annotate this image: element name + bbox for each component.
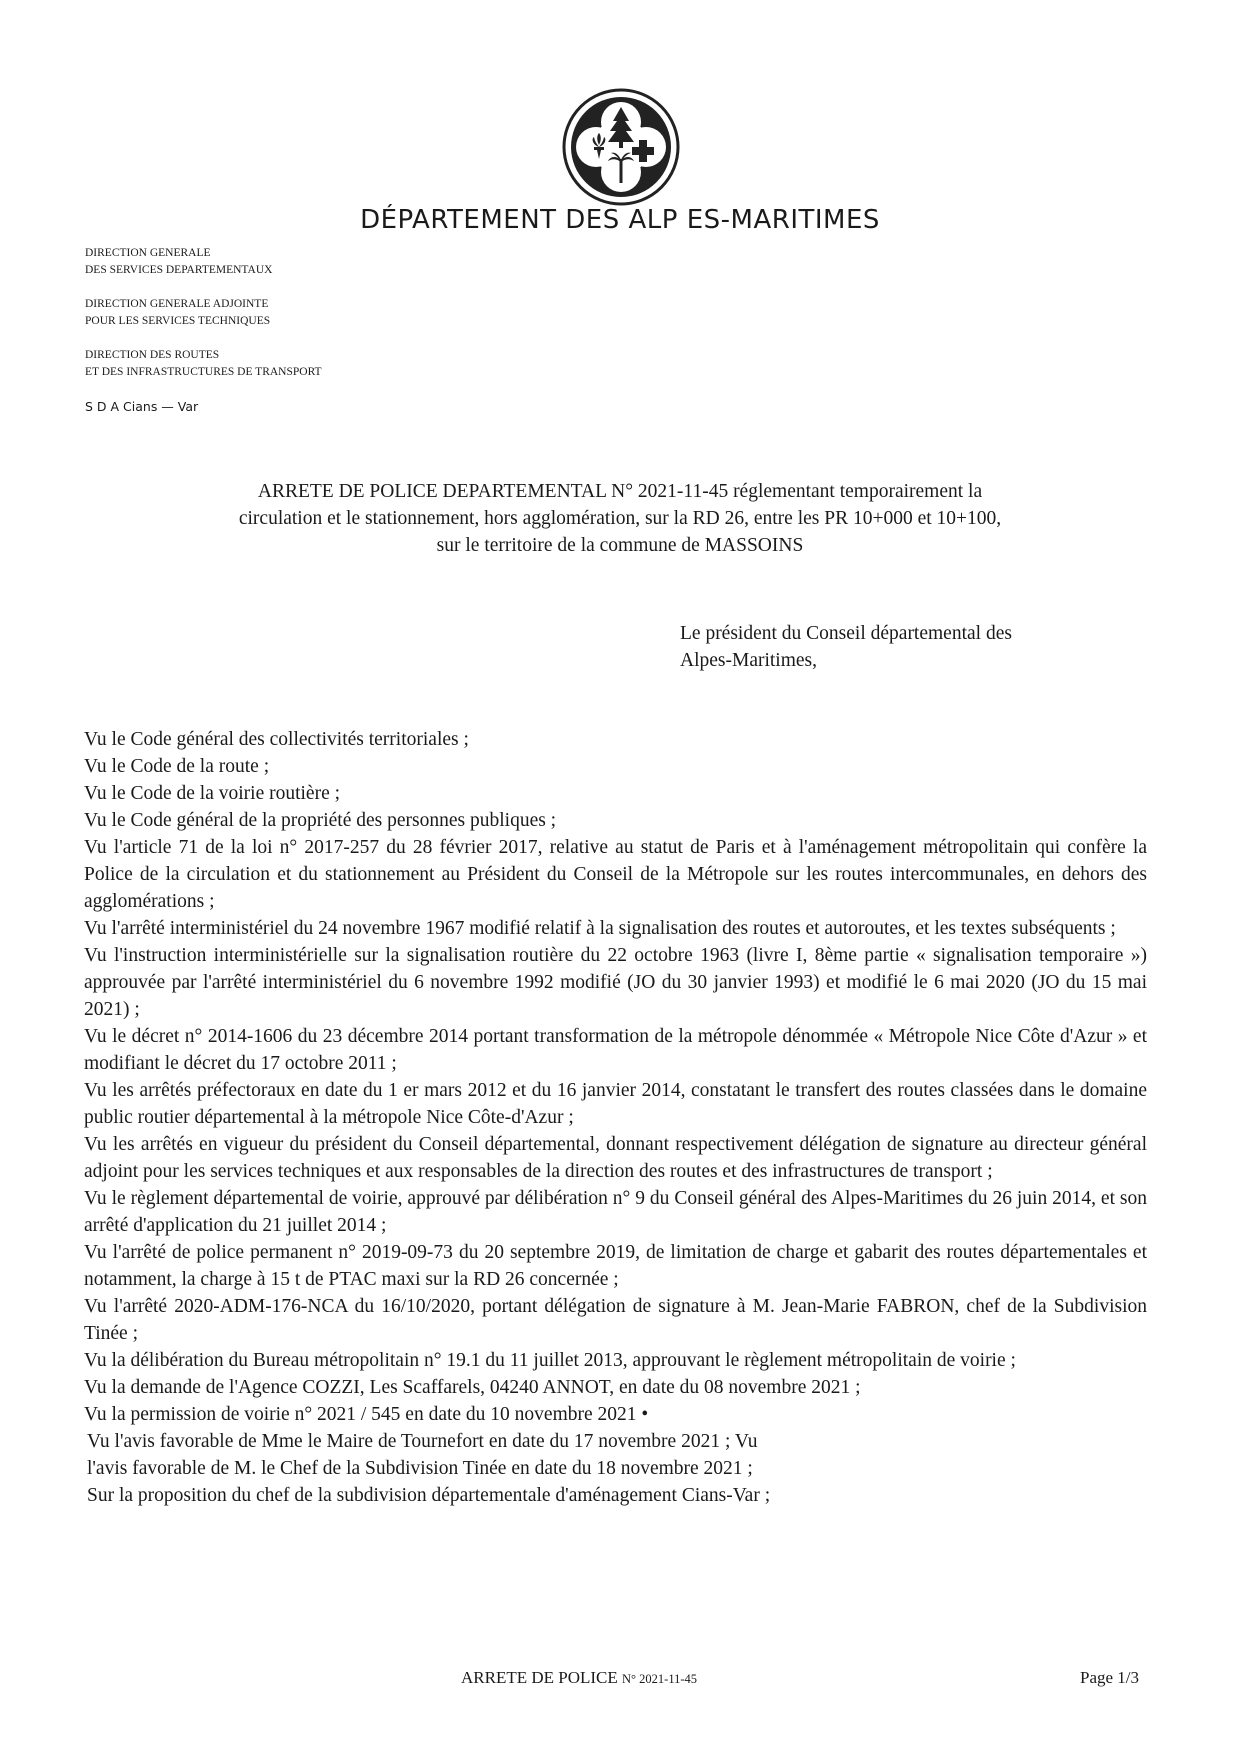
direction-line: DIRECTION GENERALE ADJOINTE xyxy=(85,298,269,310)
footer-reference xyxy=(461,1668,697,1688)
visa-item: Vu l'avis favorable de Mme le Maire de Tournefort en date du 17 novembre 2021 ; Vu xyxy=(87,1431,758,1452)
direction-line: DES SERVICES DEPARTEMENTAUX xyxy=(85,264,273,276)
department-title: DÉPARTEMENT DES ALP ES-MARITIMES xyxy=(360,205,880,235)
arrete-title-line: sur le territoire de la commune de MASSOINS xyxy=(436,535,804,556)
direction-line: DIRECTION GENERALE xyxy=(85,247,211,259)
visa-item: l'avis favorable de M. le Chef de la Subdivision Tinée en date du 18 novembre 2021 ; xyxy=(87,1458,753,1479)
visa-item: Vu la délibération du Bureau métropolitain n° 19.1 du 11 juillet 2013, approuvant le règlement métropolitain de voirie ; xyxy=(84,1350,1016,1371)
footer-arrete-number: N° 2021-11-45 xyxy=(622,1672,698,1686)
visa-item: Vu l'article 71 de la loi n° 2017-257 du 28 février 2017, relative au statut de Paris et à l'aménagement métropolitain qui confère la Police de la circulation et du stationnement au Président du Conseil de la Métropole sur les routes intercommunales, en dehors des agglomérations ; xyxy=(84,837,1147,912)
visa-item: Vu les arrêtés en vigueur du président du Conseil départemental, donnant respectivement délégation de signature au directeur général adjoint pour les services techniques et aux responsables de la direction des routes et des infrastructures de transport ; xyxy=(84,1134,1147,1182)
direction-line: ET DES INFRASTRUCTURES DE TRANSPORT xyxy=(85,366,322,378)
visa-item: Vu la permission de voirie n° 2021 / 545 en date du 10 novembre 2021 • xyxy=(84,1404,649,1425)
sda-label: S D A Cians — Var xyxy=(85,399,199,414)
visa-item: Vu l'arrêté de police permanent n° 2019-09-73 du 20 septembre 2019, de limitation de charge et gabarit des routes départementales et notamment, la charge à 15 t de PTAC maxi sur la RD 26 concernée ; xyxy=(84,1242,1147,1290)
visa-item: Vu l'instruction interministérielle sur la signalisation routière du 22 octobre 1963 (livre I, 8ème partie « signalisation temporaire ») approuvée par l'arrêté interministériel du 6 novembre 1992 modifié (JO du 30 janvier 1993) et modifié le 6 mai 2020 (JO du 15 mai 2021) ; xyxy=(84,945,1147,1020)
direction-group xyxy=(85,347,322,381)
arrete-title-line: circulation et le stationnement, hors agglomération, sur la RD 26, entre les PR 10+000 et 10+100, xyxy=(238,508,1002,529)
president-heading xyxy=(680,620,1120,674)
arrete-title-line: ARRETE DE POLICE DEPARTEMENTAL N° 2021-11-45 réglementant temporairement la xyxy=(257,481,983,502)
visa-item: Vu l'arrêté interministériel du 24 novembre 1967 modifié relatif à la signalisation des routes et autoroutes, et les textes subséquents ; xyxy=(84,918,1116,939)
page-number: Page 1/3 xyxy=(1080,1668,1140,1687)
direction-group xyxy=(85,245,322,279)
visa-item: Vu le Code général des collectivités territoriales ; xyxy=(84,729,469,750)
department-seal-icon xyxy=(561,87,681,207)
visa-item: Vu le décret n° 2014-1606 du 23 décembre 2014 portant transformation de la métropole dénommée « Métropole Nice Côte d'Azur » et modifiant le décret du 17 octobre 2011 ; xyxy=(84,1026,1147,1074)
president-line: Alpes-Maritimes, xyxy=(680,650,818,671)
visa-item: Vu le Code général de la propriété des personnes publiques ; xyxy=(84,810,557,831)
issuing-directions xyxy=(85,245,322,415)
visa-item: Sur la proposition du chef de la subdivision départementale d'aménagement Cians-Var ; xyxy=(87,1485,771,1506)
visa-item: Vu le Code de la voirie routière ; xyxy=(84,783,341,804)
visa-item: Vu la demande de l'Agence COZZI, Les Scaffarels, 04240 ANNOT, en date du 08 novembre 2021 ; xyxy=(84,1377,861,1398)
visa-item: Vu l'arrêté 2020-ADM-176-NCA du 16/10/2020, portant délégation de signature à M. Jean-Marie FABRON, chef de la Subdivision Tinée ; xyxy=(84,1296,1147,1344)
visa-item: Vu les arrêtés préfectoraux en date du 1 er mars 2012 et du 16 janvier 2014, constatant le transfert des routes classées dans le domaine public routier départemental à la métropole Nice Côte-d'Azur ; xyxy=(84,1080,1147,1128)
president-line: Le président du Conseil départemental des xyxy=(680,623,1012,644)
arrete-title xyxy=(120,478,1120,559)
visa-item: Vu le Code de la route ; xyxy=(84,756,270,777)
visa-item: Vu le règlement départemental de voirie, approuvé par délibération n° 9 du Conseil général des Alpes-Maritimes du 26 juin 2014, et son arrêté d'application du 21 juillet 2014 ; xyxy=(84,1188,1147,1236)
footer-arrete-label: ARRETE DE POLICE xyxy=(461,1668,618,1687)
direction-line: POUR LES SERVICES TECHNIQUES xyxy=(85,315,271,327)
direction-line: DIRECTION DES ROUTES xyxy=(85,349,220,361)
visas-list xyxy=(84,726,1147,1509)
direction-group xyxy=(85,296,322,330)
